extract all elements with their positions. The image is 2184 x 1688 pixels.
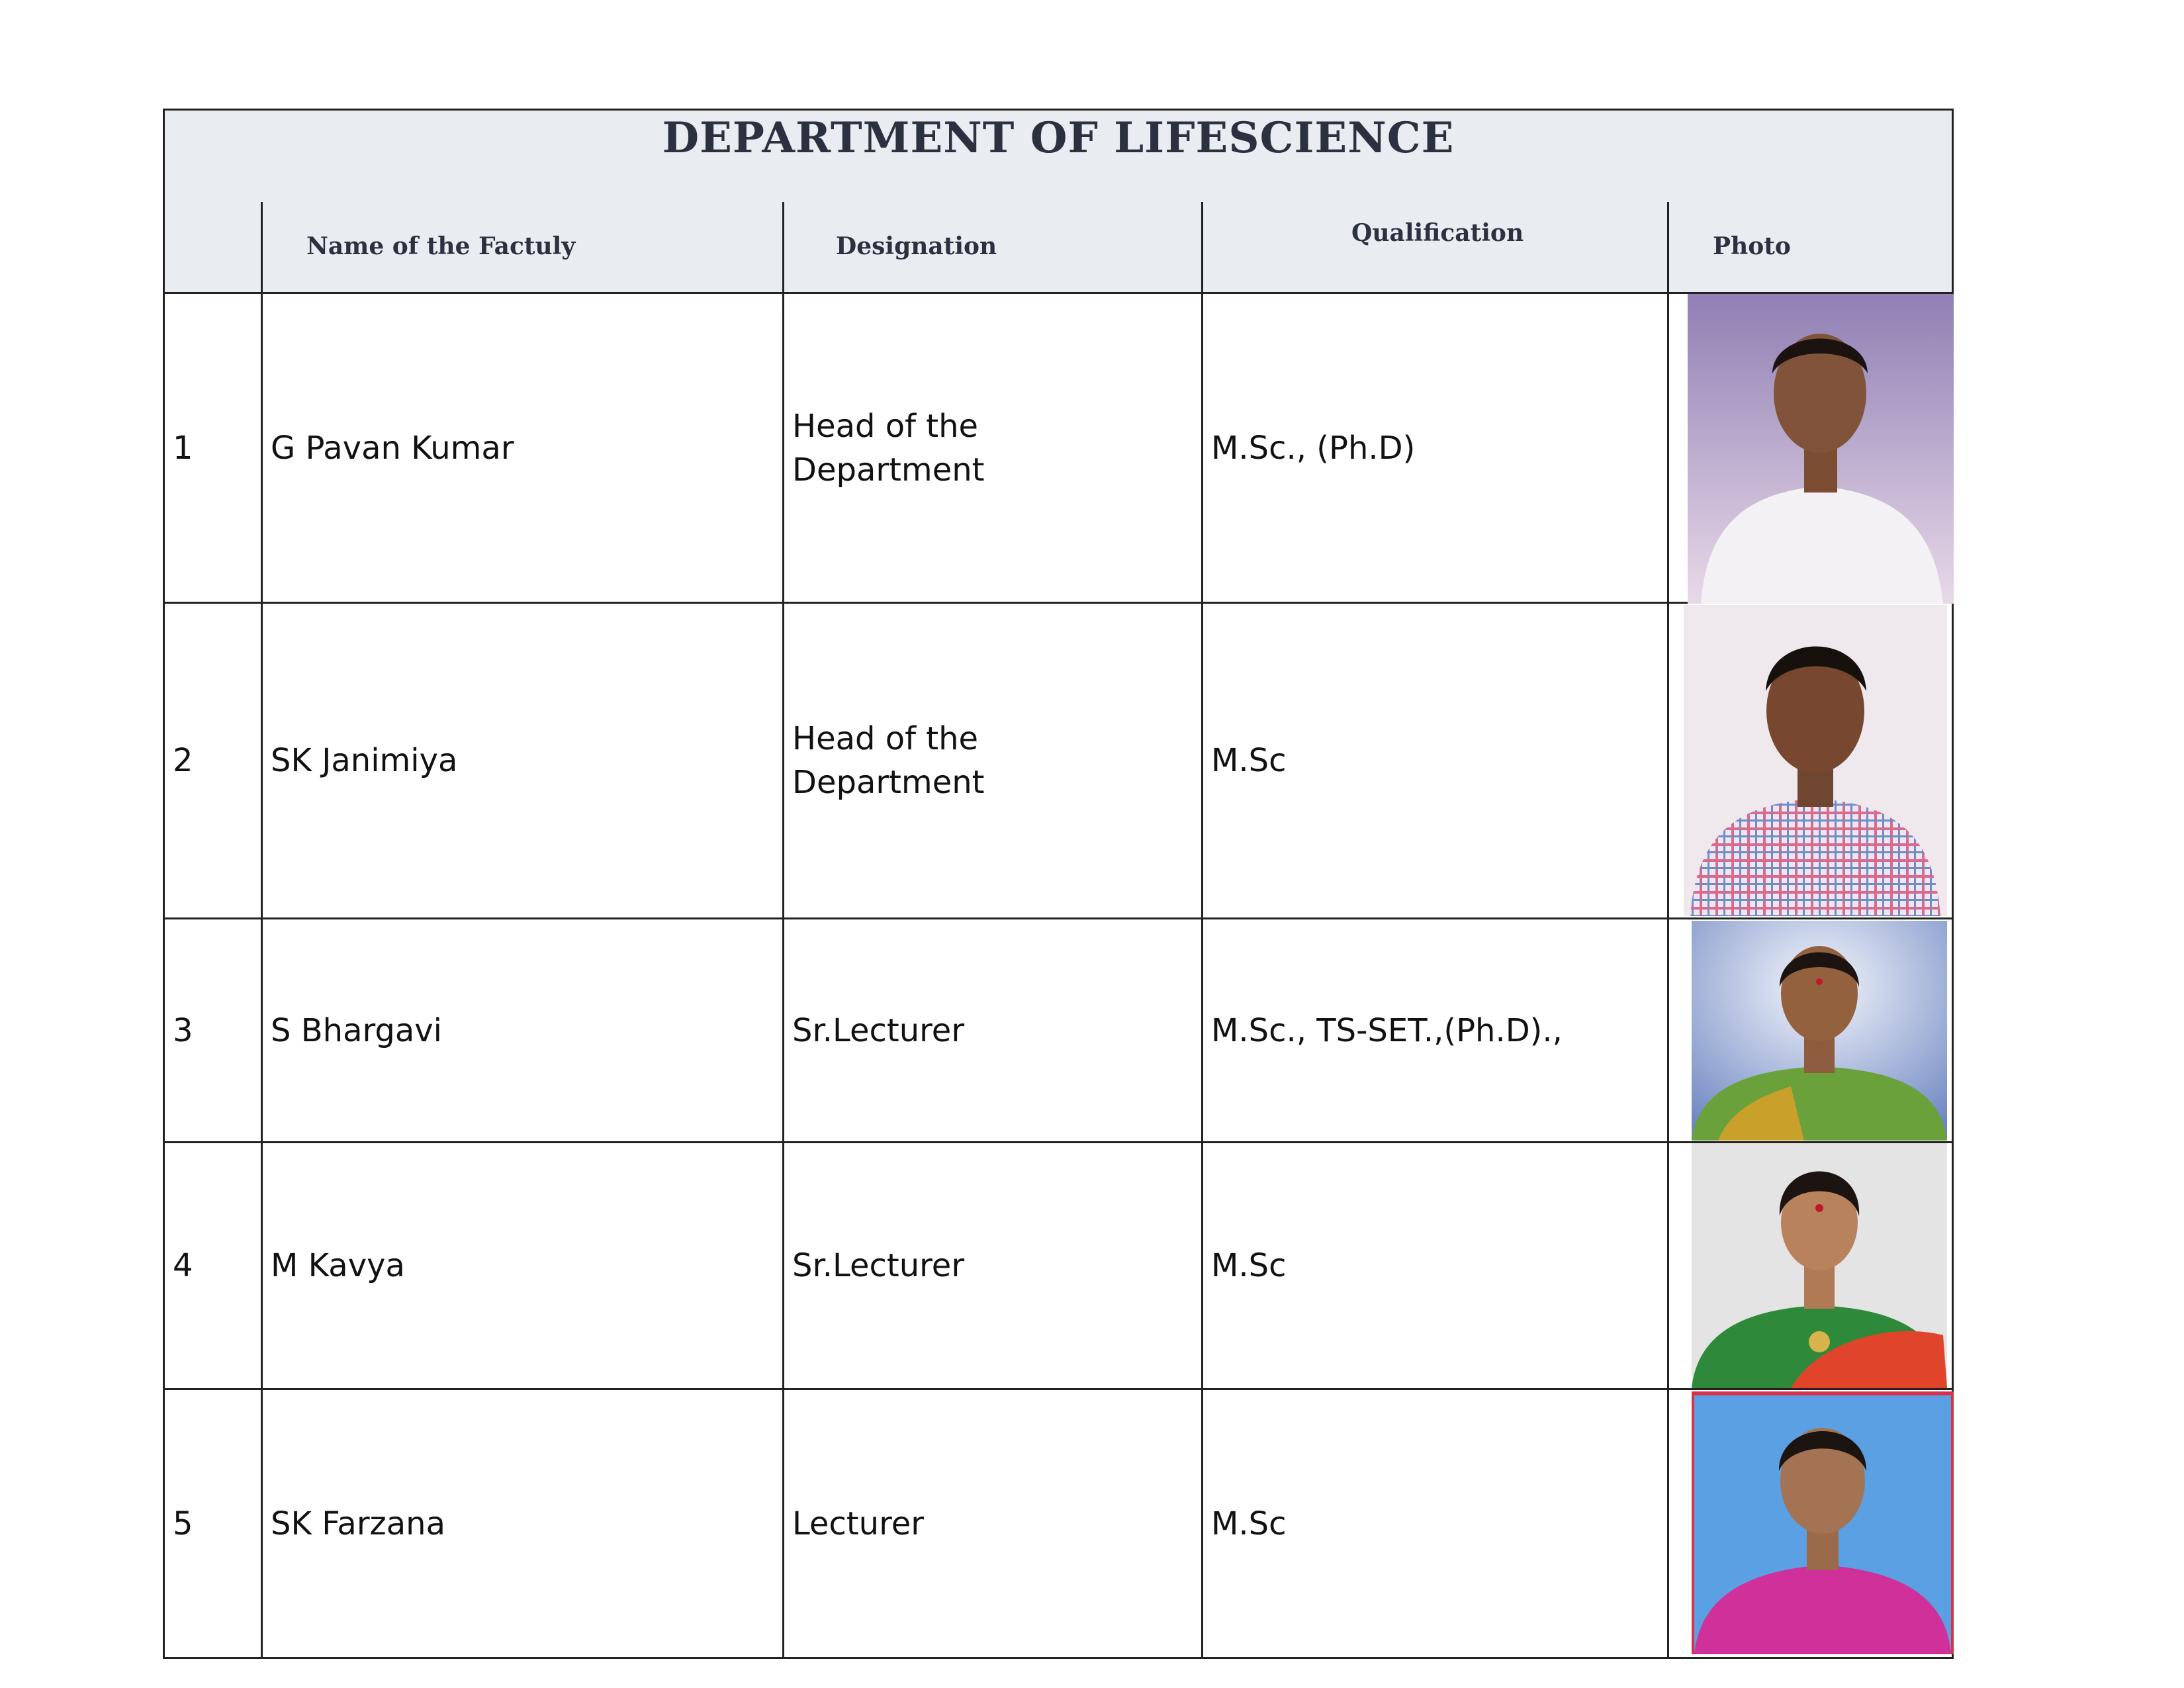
- row-number: 2: [173, 742, 193, 779]
- row-number: 5: [173, 1505, 193, 1542]
- table-title-row: [165, 111, 1952, 204]
- faculty-qualification: M.Sc., (Ph.D): [1211, 429, 1416, 467]
- table-row: [165, 604, 1952, 919]
- faculty-designation: Sr.Lecturer: [792, 1011, 965, 1049]
- faculty-qualification: M.Sc: [1211, 742, 1287, 779]
- row-number: 4: [173, 1247, 193, 1284]
- header-photo: Photo: [1713, 232, 1791, 260]
- header-name-cell: [261, 202, 782, 292]
- faculty-designation: Head of the Department: [792, 720, 985, 801]
- header-photo-cell: [1667, 202, 1952, 292]
- header-name: Name of the Factuly: [306, 232, 576, 260]
- table-row: [165, 919, 1952, 1143]
- table-row: [165, 294, 1952, 604]
- faculty-qualification: M.Sc: [1211, 1505, 1287, 1542]
- faculty-photo: [1692, 1143, 1947, 1388]
- header-qualification: Qualification: [1351, 219, 1524, 247]
- faculty-name: SK Janimiya: [271, 742, 458, 779]
- faculty-name: SK Farzana: [271, 1505, 445, 1542]
- header-designation-cell: [782, 202, 1201, 292]
- faculty-photo: [1692, 921, 1947, 1141]
- faculty-photo: [1688, 294, 1954, 604]
- faculty-designation: Head of the Department: [792, 407, 985, 489]
- faculty-photo: [1684, 605, 1947, 916]
- page-title: DEPARTMENT OF LIFESCIENCE: [662, 113, 1455, 163]
- faculty-designation: Sr.Lecturer: [792, 1247, 965, 1284]
- table-header-row: [165, 202, 1952, 294]
- row-number: 3: [173, 1011, 193, 1049]
- faculty-name: G Pavan Kumar: [271, 429, 514, 467]
- faculty-qualification: M.Sc., TS-SET.,(Ph.D).,: [1211, 1011, 1563, 1049]
- header-number: [165, 202, 261, 292]
- header-qualification-cell: [1201, 202, 1667, 292]
- faculty-photo: [1692, 1391, 1954, 1654]
- faculty-table: [163, 109, 1954, 1659]
- faculty-qualification: M.Sc: [1211, 1247, 1287, 1284]
- table-row: [165, 1143, 1952, 1390]
- row-number: 1: [173, 429, 193, 467]
- faculty-name: S Bhargavi: [271, 1011, 443, 1049]
- faculty-designation: Lecturer: [792, 1505, 925, 1542]
- faculty-name: M Kavya: [271, 1247, 405, 1284]
- table-row: [165, 1390, 1952, 1657]
- header-designation: Designation: [836, 232, 997, 260]
